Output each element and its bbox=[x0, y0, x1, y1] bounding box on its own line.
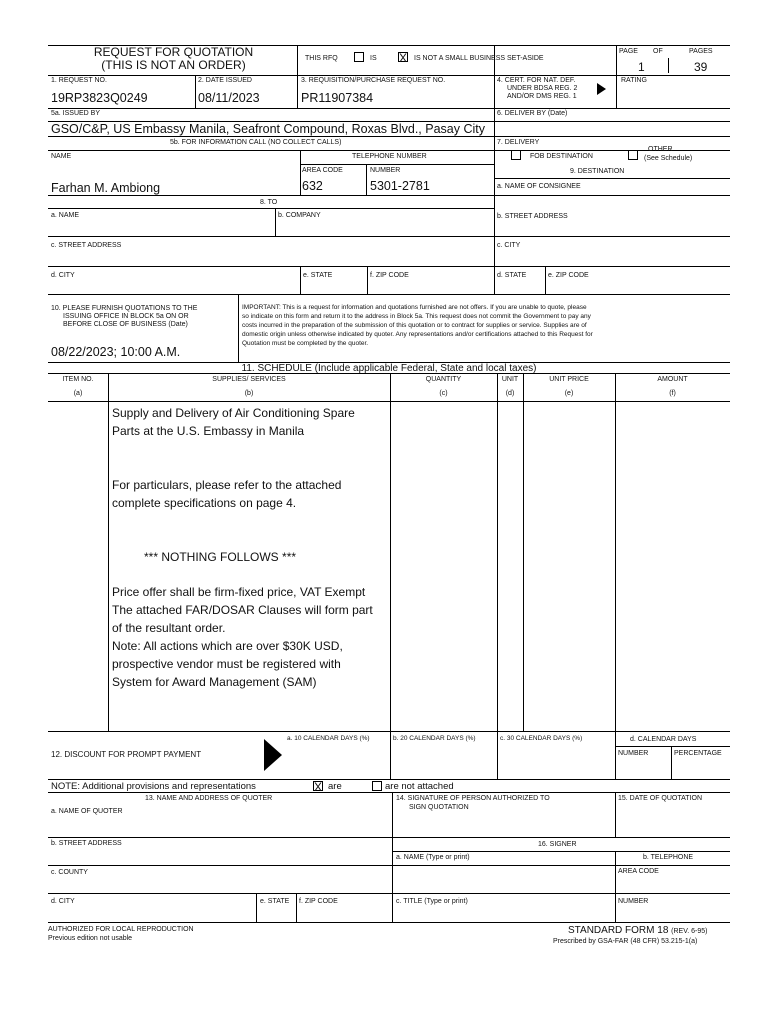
requisition-label: 3. REQUISITION/PURCHASE REQUEST NO. bbox=[301, 77, 446, 84]
date-issued: 08/11/2023 bbox=[198, 91, 260, 105]
not-attached-checkbox[interactable] bbox=[372, 781, 382, 791]
to-company-label: b. COMPANY bbox=[278, 212, 321, 219]
area-code-label: AREA CODE bbox=[302, 167, 343, 174]
note-text: NOTE: Additional provisions and representations bbox=[51, 781, 256, 792]
description-line: complete specifications on page 4. bbox=[112, 496, 297, 510]
signature-label-line2: SIGN QUOTATION bbox=[409, 804, 469, 811]
not-attached-label: are not attached bbox=[385, 781, 454, 792]
form-number bbox=[568, 925, 707, 937]
to-state-label: e. STATE bbox=[303, 272, 333, 279]
delivery-label: 7. DELIVERY bbox=[497, 139, 540, 146]
quoter-zip-label: f. ZIP CODE bbox=[299, 898, 338, 905]
page-label: PAGE bbox=[619, 48, 638, 55]
page-number: 1 bbox=[638, 60, 645, 74]
furnish-line1: 10. PLEASE FURNISH QUOTATIONS TO THE bbox=[51, 305, 198, 312]
deliver-by-label: 6. DELIVER BY (Date) bbox=[497, 110, 568, 117]
form-title-line1: REQUEST FOR QUOTATION bbox=[93, 45, 254, 59]
important-line2: so indicate on this form and return it to the address in Block 5a. This request does not commit the Government to pay any bbox=[242, 313, 591, 320]
col-quantity-code: (c) bbox=[439, 390, 448, 397]
fob-destination-label: FOB DESTINATION bbox=[530, 153, 593, 160]
are-label: are bbox=[328, 781, 342, 792]
furnish-line3: BEFORE CLOSE OF BUSINESS (Date) bbox=[63, 321, 188, 328]
dest-street-label: b. STREET ADDRESS bbox=[497, 213, 568, 220]
to-label: 8. TO bbox=[260, 199, 278, 206]
of-label: OF bbox=[653, 48, 663, 55]
description-line: Parts at the U.S. Embassy in Manila bbox=[112, 424, 305, 438]
to-name-label: a. NAME bbox=[51, 212, 80, 219]
signer-title-label: c. TITLE (Type or print) bbox=[396, 898, 468, 905]
area-code: 632 bbox=[302, 179, 323, 193]
signature-label-line1: 14. SIGNATURE OF PERSON AUTHORIZED TO bbox=[396, 795, 550, 802]
cert-line2: UNDER BDSA REG. 2 bbox=[507, 85, 578, 92]
quoter-county-label: c. COUNTY bbox=[51, 869, 88, 876]
to-city-label: d. CITY bbox=[51, 272, 75, 279]
col-supplies-code: (b) bbox=[244, 390, 254, 397]
quoter-street-label: b. STREET ADDRESS bbox=[51, 840, 122, 847]
other-checkbox[interactable] bbox=[628, 150, 638, 160]
important-line4: domestic origin unless otherwise indicated by quoter. Any representations and/or certifications attached to this Request for bbox=[242, 331, 593, 338]
form-name: STANDARD FORM 18 bbox=[568, 925, 669, 936]
quoter-section-label: 13. NAME AND ADDRESS OF QUOTER bbox=[145, 795, 273, 802]
description-line: For particulars, please refer to the attached bbox=[112, 478, 342, 492]
phone-number: 5301-2781 bbox=[370, 179, 430, 193]
schedule-title: 11. SCHEDULE (Include applicable Federal, State and local taxes) bbox=[241, 363, 537, 374]
issued-by-value: GSO/C&P, US Embassy Manila, Seafront Compound, Roxas Blvd., Pasay City bbox=[51, 122, 485, 136]
requisition-no: PR11907384 bbox=[301, 91, 374, 105]
col-unit-code: (d) bbox=[505, 390, 515, 397]
col-item-no-code: (a) bbox=[73, 390, 83, 397]
description-line: The attached FAR/DOSAR Clauses will form part bbox=[112, 603, 373, 617]
discount-20-days: b. 20 CALENDAR DAYS (%) bbox=[393, 735, 476, 742]
is-label: IS bbox=[370, 55, 377, 62]
form-revision: (REV. 6-95) bbox=[671, 928, 708, 935]
discount-30-days: c. 30 CALENDAR DAYS (%) bbox=[500, 735, 583, 742]
dest-state-label: d. STATE bbox=[497, 272, 527, 279]
arrow-right-icon bbox=[597, 83, 606, 95]
col-quantity: QUANTITY bbox=[425, 376, 462, 383]
quotation-due-date: 08/22/2023; 10:00 A.M. bbox=[51, 345, 181, 359]
this-rfq-label: THIS RFQ bbox=[305, 55, 338, 62]
other-label: OTHER bbox=[648, 146, 673, 153]
contact-name-label: NAME bbox=[51, 153, 72, 160]
signer-number-label: NUMBER bbox=[618, 898, 649, 905]
arrow-right-icon bbox=[264, 739, 282, 771]
discount-10-days: a. 10 CALENDAR DAYS (%) bbox=[287, 735, 370, 742]
footer-reproduction: AUTHORIZED FOR LOCAL REPRODUCTION bbox=[48, 926, 194, 933]
page-total: 39 bbox=[694, 60, 708, 74]
col-unit: UNIT bbox=[501, 376, 519, 383]
important-line3: costs incurred in the preparation of the submission of this quotation or to contract for supplies or service. Supplies are of bbox=[242, 322, 587, 329]
important-line1: IMPORTANT: This is a request for information and quotations furnished are not offers. If you are unable to quote, please bbox=[242, 304, 587, 311]
issued-by-label: 5a. ISSUED BY bbox=[51, 110, 101, 117]
dest-city-label: c. CITY bbox=[497, 242, 521, 249]
destination-label: 9. DESTINATION bbox=[570, 168, 625, 175]
see-schedule-label: (See Schedule) bbox=[644, 155, 693, 162]
discount-number-label: NUMBER bbox=[618, 750, 649, 757]
description-line: Price offer shall be firm-fixed price, VAT Exempt bbox=[112, 585, 366, 599]
furnish-line2: ISSUING OFFICE IN BLOCK 5a ON OR bbox=[63, 313, 189, 320]
is-not-checkbox[interactable]: X bbox=[399, 51, 408, 65]
col-amount-code: (f) bbox=[669, 390, 676, 397]
info-call-label: 5b. FOR INFORMATION CALL (NO COLLECT CALLS) bbox=[170, 139, 342, 146]
discount-percentage-label: PERCENTAGE bbox=[674, 750, 722, 757]
is-checkbox[interactable] bbox=[354, 52, 364, 62]
date-issued-label: 2. DATE ISSUED bbox=[198, 77, 252, 84]
consignee-label: a. NAME OF CONSIGNEE bbox=[497, 183, 581, 190]
signer-label: 16. SIGNER bbox=[538, 841, 577, 848]
to-zip-label: f. ZIP CODE bbox=[370, 272, 409, 279]
number-label: NUMBER bbox=[370, 167, 401, 174]
description-line: System for Award Management (SAM) bbox=[112, 675, 317, 689]
description-line: Supply and Delivery of Air Conditioning Spare bbox=[112, 406, 355, 420]
date-of-quotation-label: 15. DATE OF QUOTATION bbox=[618, 795, 703, 802]
telephone-number-label: TELEPHONE NUMBER bbox=[352, 153, 427, 160]
are-checkbox[interactable]: X bbox=[314, 780, 323, 794]
pages-label: PAGES bbox=[689, 48, 713, 55]
quoter-city-label: d. CITY bbox=[51, 898, 75, 905]
not-small-business-label: IS NOT A SMALL BUSINESS SET-ASIDE bbox=[414, 55, 544, 62]
dest-zip-label: e. ZIP CODE bbox=[548, 272, 589, 279]
nothing-follows: *** NOTHING FOLLOWS *** bbox=[144, 550, 297, 564]
quoter-state-label: e. STATE bbox=[260, 898, 290, 905]
cert-line1: 4. CERT. FOR NAT. DEF. bbox=[497, 77, 576, 84]
contact-name: Farhan M. Ambiong bbox=[51, 181, 161, 195]
request-no-label: 1. REQUEST NO. bbox=[51, 77, 107, 84]
discount-label: 12. DISCOUNT FOR PROMPT PAYMENT bbox=[51, 750, 202, 759]
col-unit-price-code: (e) bbox=[564, 390, 574, 397]
footer-previous-edition: Previous edition not usable bbox=[48, 935, 133, 942]
description-line: Note: All actions which are over $30K USD, bbox=[112, 639, 343, 653]
col-item-no: ITEM NO. bbox=[62, 376, 94, 383]
rating-label: RATING bbox=[621, 77, 647, 84]
to-street-label: c. STREET ADDRESS bbox=[51, 242, 122, 249]
col-amount: AMOUNT bbox=[657, 376, 688, 383]
col-unit-price: UNIT PRICE bbox=[549, 376, 589, 383]
important-line5: Quotation must be completed by the quoter. bbox=[242, 340, 369, 347]
signer-area-code-label: AREA CODE bbox=[618, 868, 659, 875]
fob-destination-checkbox[interactable] bbox=[511, 150, 521, 160]
signer-name-label: a. NAME (Type or print) bbox=[396, 854, 470, 861]
description-line: of the resultant order. bbox=[112, 621, 226, 635]
quoter-name-label: a. NAME OF QUOTER bbox=[51, 808, 123, 815]
prescribed-by: Prescribed by GSA-FAR (48 CFR) 53.215-1(a) bbox=[553, 938, 698, 945]
form-title bbox=[50, 46, 297, 72]
description-line: prospective vendor must be registered with bbox=[112, 657, 341, 671]
form-title-line2: (THIS IS NOT AN ORDER) bbox=[101, 58, 246, 72]
col-supplies: SUPPLIES/ SERVICES bbox=[212, 376, 286, 383]
calendar-days-label: d. CALENDAR DAYS bbox=[630, 736, 697, 743]
request-no: 19RP3823Q0249 bbox=[51, 91, 148, 105]
cert-line3: AND/OR DMS REG. 1 bbox=[507, 93, 577, 100]
signer-telephone-label: b. TELEPHONE bbox=[643, 854, 694, 861]
